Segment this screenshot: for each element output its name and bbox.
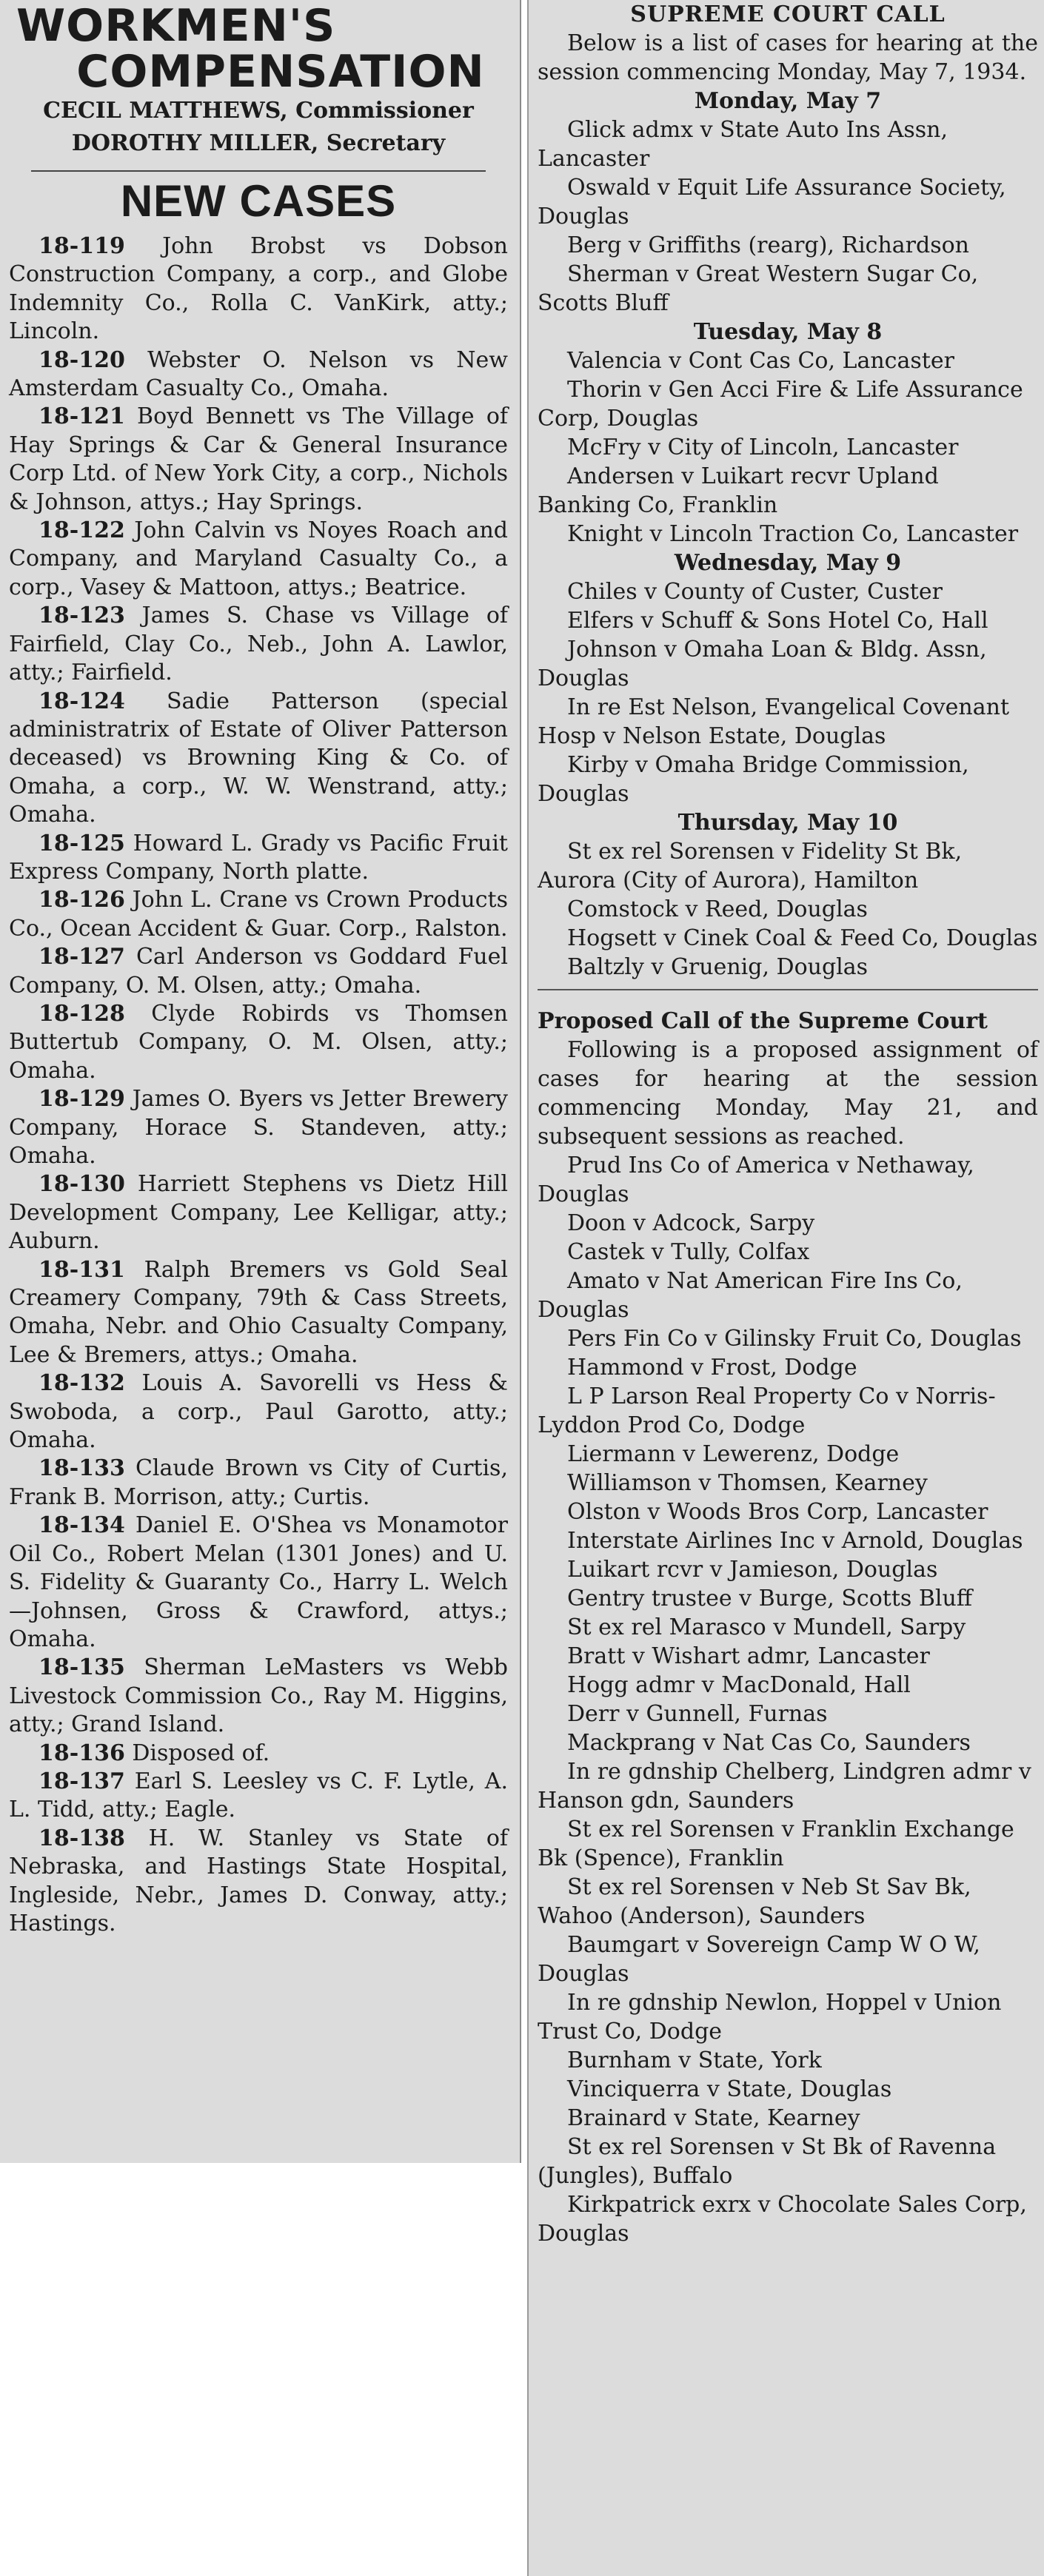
proposed-cases-list — [538, 1151, 1038, 2248]
case-number: 18-137 — [39, 1768, 125, 1794]
case-text: Ralph Bremers vs Gold Seal Creamery Company, 79th & Cass Streets, Omaha, Nebr. and Ohio Casualty Company, Lee & Bremers, attys.; Omaha. — [9, 1256, 508, 1368]
proposed-case-entry: Amato v Nat American Fire Ins Co, Douglas — [538, 1268, 963, 1323]
proposed-case-entry: Castek v Tully, Colfax — [567, 1239, 810, 1265]
case-number: 18-130 — [39, 1171, 125, 1198]
case-number: 18-122 — [39, 517, 125, 544]
case-text: John L. Crane vs Crown Products Co., Ocean Accident & Guar. Corp., Ralston. — [9, 887, 508, 942]
case-entry — [9, 1000, 508, 1085]
secretary-line: DOROTHY MILLER, Secretary — [71, 130, 446, 156]
case-text: Sadie Patterson (special administratrix of Estate of Oliver Patterson deceased) vs Browning King & Co. of Omaha, a corp., W. W. Wenstrand, atty.; Omaha. — [9, 688, 508, 828]
masthead-line-1: WORKMEN'S — [16, 0, 336, 52]
case-entry — [9, 830, 508, 887]
day-case-list — [538, 577, 1038, 808]
case-number: 18-135 — [39, 1654, 125, 1681]
case-entry — [9, 1170, 508, 1255]
court-case-entry: In re Est Nelson, Evangelical Covenant Hosp v Nelson Estate, Douglas — [538, 694, 1009, 749]
call-intro: Below is a list of cases for hearing at the session commencing Monday, May 7, 1934. — [538, 30, 1038, 85]
proposed-case-entry: Bratt v Wishart admr, Lancaster — [567, 1643, 930, 1669]
case-entry — [9, 1768, 508, 1825]
court-case-entry: Valencia v Cont Cas Co, Lancaster — [567, 348, 954, 374]
court-case-entry: St ex rel Sorensen v Fidelity St Bk, Aurora (City of Aurora), Hamilton — [538, 839, 963, 893]
proposed-call-heading: Proposed Call of the Supreme Court — [538, 1008, 988, 1034]
case-number: 18-126 — [39, 887, 125, 913]
case-entry — [9, 1512, 508, 1654]
case-number: 18-133 — [39, 1455, 125, 1482]
court-case-entry: Sherman v Great Western Sugar Co, Scotts Bluff — [538, 261, 979, 316]
case-number: 18-131 — [39, 1256, 125, 1283]
day-heading: Monday, May 7 — [694, 88, 882, 114]
case-number: 18-123 — [39, 603, 125, 629]
proposed-case-entry: Luikart rcvr v Jamieson, Douglas — [567, 1557, 938, 1583]
court-case-entry: Baltzly v Gruenig, Douglas — [567, 954, 869, 980]
case-entry — [9, 1256, 508, 1370]
case-entry — [9, 232, 508, 346]
proposed-case-entry: L P Larson Real Property Co v Norris-Lyddon Prod Co, Dodge — [538, 1383, 996, 1438]
court-case-entry: Oswald v Equit Life Assurance Society, Douglas — [538, 175, 1006, 229]
case-entry — [9, 1455, 508, 1512]
case-number: 18-120 — [39, 346, 125, 373]
proposed-case-entry: Doon v Adcock, Sarpy — [567, 1210, 815, 1236]
proposed-case-entry: Pers Fin Co v Gilinsky Fruit Co, Douglas — [567, 1326, 1022, 1352]
case-number: 18-134 — [39, 1512, 125, 1539]
proposed-case-entry: Liermann v Lewerenz, Dodge — [567, 1441, 900, 1467]
case-text: Claude Brown vs City of Curtis, Frank B. Morrison, atty.; Curtis. — [9, 1455, 508, 1510]
case-number: 18-124 — [39, 688, 125, 714]
case-text: James S. Chase vs Village of Fairfield, Clay Co., Neb., John A. Lawlor, atty.; Fairfield. — [9, 603, 508, 686]
header-rule — [31, 170, 486, 172]
proposed-case-entry: Kirkpatrick exrx v Chocolate Sales Corp, Douglas — [538, 2192, 1027, 2247]
court-case-entry: Berg v Griffiths (rearg), Richardson — [567, 232, 970, 258]
case-entry — [9, 1085, 508, 1170]
court-case-entry: Hogsett v Cinek Coal & Feed Co, Douglas — [567, 925, 1038, 951]
case-text: Harriett Stephens vs Dietz Hill Development Company, Lee Kelligar, atty.; Auburn. — [9, 1171, 508, 1255]
proposed-case-entry: In re gdnship Chelberg, Lindgren admr v Hanson gdn, Saunders — [538, 1759, 1031, 1814]
day-case-list — [538, 115, 1038, 318]
case-number: 18-127 — [39, 944, 125, 970]
court-case-entry: Glick admx v State Auto Ins Assn, Lancaster — [538, 117, 948, 172]
case-entry — [9, 688, 508, 830]
case-text: Disposed of. — [132, 1740, 270, 1766]
section-divider — [538, 989, 1038, 990]
case-number: 18-121 — [39, 403, 125, 430]
supreme-court-call-column — [527, 0, 1044, 2576]
proposed-call-intro: Following is a proposed assignment of cases for hearing at the session commencing Monday, May 21, and subsequent sessions as reached. — [538, 1037, 1038, 1150]
commissioner-line: CECIL MATTHEWS, Commissioner — [43, 98, 474, 124]
case-text: James O. Byers vs Jetter Brewery Company, Horace S. Standeven, atty.; Omaha. — [9, 1086, 508, 1169]
proposed-case-entry: Derr v Gunnell, Furnas — [567, 1701, 828, 1727]
court-case-entry: Elfers v Schuff & Sons Hotel Co, Hall — [567, 608, 988, 634]
case-number: 18-128 — [39, 1000, 125, 1027]
proposed-case-entry: In re gdnship Newlon, Hoppel v Union Trust Co, Dodge — [538, 1990, 1002, 2045]
new-cases-heading: NEW CASES — [120, 176, 397, 226]
case-entry — [9, 1825, 508, 1939]
day-heading: Wednesday, May 9 — [674, 550, 902, 576]
proposed-case-entry: Interstate Airlines Inc v Arnold, Douglas — [567, 1528, 1023, 1554]
case-text: Webster O. Nelson vs New Amsterdam Casualty Co., Omaha. — [9, 346, 508, 402]
court-case-entry: Comstock v Reed, Douglas — [567, 896, 868, 922]
workmens-compensation-column — [0, 0, 521, 2163]
case-text: Sherman LeMasters vs Webb Livestock Commission Co., Ray M. Higgins, atty.; Grand Island. — [9, 1654, 508, 1738]
proposed-case-entry: Williamson v Thomsen, Kearney — [567, 1470, 928, 1496]
proposed-case-entry: Vinciquerra v State, Douglas — [567, 2076, 892, 2102]
case-entry — [9, 602, 508, 687]
proposed-case-entry: Mackprang v Nat Cas Co, Saunders — [567, 1730, 971, 1756]
proposed-case-entry: Prud Ins Co of America v Nethaway, Douglas — [538, 1153, 974, 1207]
day-case-list — [538, 837, 1038, 982]
case-text: Louis A. Savorelli vs Hess & Swoboda, a corp., Paul Garotto, atty.; Omaha. — [9, 1370, 508, 1454]
case-text: Howard L. Grady vs Pacific Fruit Express Company, North platte. — [9, 830, 508, 885]
case-number: 18-125 — [39, 830, 125, 856]
supreme-court-call-heading: SUPREME COURT CALL — [630, 1, 946, 27]
case-entry — [9, 1369, 508, 1455]
case-entry — [9, 1654, 508, 1739]
case-entry — [9, 403, 508, 517]
court-case-entry: McFry v City of Lincoln, Lancaster — [567, 435, 959, 460]
case-text: John Brobst vs Dobson Construction Company, a corp., and Globe Indemnity Co., Rolla C. VanKirk, atty.; Lincoln. — [9, 233, 508, 345]
case-number: 18-129 — [39, 1086, 125, 1113]
case-number: 18-132 — [39, 1370, 125, 1397]
court-case-entry: Thorin v Gen Acci Fire & Life Assurance Corp, Douglas — [538, 377, 1023, 432]
case-text: H. W. Stanley vs State of Nebraska, and Hastings State Hospital, Ingleside, Nebr., James D. Conway, atty.; Hastings. — [9, 1825, 508, 1936]
court-case-entry: Chiles v County of Custer, Custer — [567, 579, 943, 605]
case-number: 18-119 — [39, 233, 125, 259]
case-number: 18-136 — [39, 1740, 125, 1766]
court-case-entry: Andersen v Luikart recvr Upland Banking Co, Franklin — [538, 463, 939, 518]
proposed-case-entry: Brainard v State, Kearney — [567, 2105, 860, 2131]
proposed-case-entry: St ex rel Sorensen v St Bk of Ravenna (Jungles), Buffalo — [538, 2134, 997, 2189]
case-text: Boyd Bennett vs The Village of Hay Springs & Car & General Insurance Corp Ltd. of New York City, a corp., Nichols & Johnson, attys.; Hay Springs. — [9, 403, 509, 515]
court-case-entry: Knight v Lincoln Traction Co, Lancaster — [567, 521, 1019, 547]
case-text: John Calvin vs Noyes Roach and Company, and Maryland Casualty Co., a corp., Vasey & Mattoon, attys.; Beatrice. — [9, 517, 508, 600]
court-case-entry: Johnson v Omaha Loan & Bldg. Assn, Douglas — [538, 637, 987, 691]
case-text: Carl Anderson vs Goddard Fuel Company, O. M. Olsen, atty.; Omaha. — [9, 944, 508, 999]
hearing-days — [538, 87, 1038, 982]
case-text: Daniel E. O'Shea vs Monamotor Oil Co., Robert Melan (1301 Jones) and U. S. Fidelity & Guaranty Co., Harry L. Welch—Johnsen, Gross & Crawford, attys.; Omaha. — [9, 1512, 508, 1652]
proposed-case-entry: Hogg admr v MacDonald, Hall — [567, 1672, 911, 1698]
proposed-case-entry: Hammond v Frost, Dodge — [567, 1355, 857, 1381]
case-text: Earl S. Leesley vs C. F. Lytle, A. L. Tidd, atty.; Eagle. — [9, 1768, 508, 1823]
case-entry — [9, 943, 508, 1000]
proposed-case-entry: St ex rel Sorensen v Neb St Sav Bk, Wahoo (Anderson), Saunders — [538, 1874, 971, 1929]
new-cases-list — [9, 232, 508, 1938]
day-heading: Thursday, May 10 — [677, 810, 898, 836]
proposed-case-entry: Gentry trustee v Burge, Scotts Bluff — [567, 1586, 973, 1611]
day-heading: Tuesday, May 8 — [693, 319, 883, 345]
case-entry — [9, 517, 508, 602]
case-number: 18-138 — [39, 1825, 125, 1851]
proposed-case-entry: Olston v Woods Bros Corp, Lancaster — [567, 1499, 988, 1525]
masthead-line-2: COMPENSATION — [76, 46, 485, 98]
case-entry — [9, 1740, 508, 1768]
proposed-case-entry: St ex rel Sorensen v Franklin Exchange Bk (Spence), Franklin — [538, 1817, 1014, 1871]
court-case-entry: Kirby v Omaha Bridge Commission, Douglas — [538, 752, 969, 807]
proposed-case-entry: Baumgart v Sovereign Camp W O W, Douglas — [538, 1932, 980, 1987]
case-entry — [9, 346, 508, 403]
day-case-list — [538, 346, 1038, 549]
proposed-case-entry: St ex rel Marasco v Mundell, Sarpy — [567, 1614, 966, 1640]
case-text: Clyde Robirds vs Thomsen Buttertub Company, O. M. Olsen, atty.; Omaha. — [9, 1000, 508, 1084]
case-entry — [9, 886, 508, 943]
proposed-case-entry: Burnham v State, York — [567, 2047, 822, 2073]
